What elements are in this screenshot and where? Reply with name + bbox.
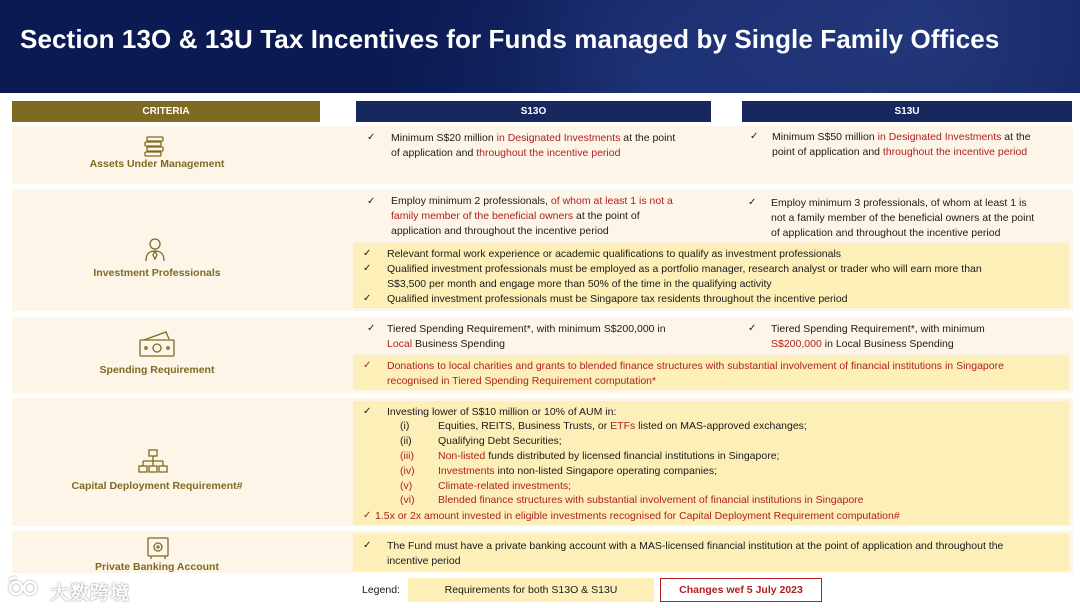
- check-icon: ✓: [748, 197, 757, 208]
- ip-s13u-text: Employ minimum 3 professionals, of whom at least 1 is not a family member of the beneficial owners at the point of application and throughout the incentive period: [771, 197, 1035, 239]
- check-icon: ✓: [367, 132, 376, 143]
- page-title: Section 13O & 13U Tax Incentives for Funds managed by Single Family Offices: [20, 24, 1000, 54]
- check-icon: ✓: [363, 263, 372, 274]
- spend-common-item: Donations to local charities and grants to blended finance structures with substantial involvement of financial institutions in Singapore recognised in Tiered Spending Requirement computation*: [387, 360, 1004, 387]
- title-banner: [0, 0, 1080, 93]
- spend-s13u-text: Tiered Spending Requirement*, with minimum S$200,000 in Local Business Spending: [771, 323, 985, 350]
- aum-s13o-text: Minimum S$20 million in Designated Investments at the point of application and throughout the incentive period: [391, 132, 676, 159]
- check-icon: ✓: [750, 131, 759, 142]
- check-icon: ✓: [367, 323, 376, 334]
- check-icon: ✓: [363, 540, 372, 551]
- s13u-column-header: S13U: [742, 101, 1072, 122]
- legend-both-requirements: Requirements for both S13O & S13U: [408, 578, 654, 602]
- check-icon: ✓: [363, 510, 372, 521]
- legend-label: Legend:: [362, 584, 400, 596]
- capital-intro: Investing lower of S$10 million or 10% of AUM in:: [387, 406, 617, 418]
- check-icon: ✓: [367, 196, 376, 207]
- ip-s13o-text: Employ minimum 2 professionals, of whom at least 1 is not a family member of the beneficial owners at the point of application and throughout the incentive period: [391, 195, 673, 237]
- ip-common-item: Qualified investment professionals must be employed as a portfolio manager, research analyst or trader who will earn more than S$3,500 per month and engage more than 50% of the time in the qualifying activity: [387, 263, 982, 290]
- safe-vault-icon: [146, 536, 170, 560]
- ip-common-item: Qualified investment professionals must be Singapore tax residents throughout the incentive period: [387, 293, 848, 305]
- check-icon: ✓: [748, 323, 757, 334]
- private-banking-label: Private Banking Account: [95, 561, 219, 573]
- professional-person-icon: [142, 236, 168, 262]
- banking-requirement: The Fund must have a private banking account with a MAS-licensed financial institution at the point of application and throughout the incentive period: [387, 540, 1004, 567]
- capital-multiplier: 1.5x or 2x amount invested in eligible investments recognised for Capital Deployment Requirement computation#: [375, 510, 900, 522]
- criteria-column-header: CRITERIA: [12, 101, 320, 122]
- coin-stack-icon: [142, 134, 168, 160]
- watermark-text: 大数跨境: [50, 583, 131, 604]
- spending-requirement-label: Spending Requirement: [99, 364, 215, 376]
- s13o-column-header: S13O: [356, 101, 711, 122]
- capital-deployment-label: Capital Deployment Requirement#: [71, 480, 243, 492]
- check-icon: ✓: [363, 360, 372, 371]
- check-icon: ✓: [363, 406, 372, 417]
- aum-s13u-text: Minimum S$50 million in Designated Investments at the point of application and throughout the incentive period: [772, 131, 1031, 158]
- investment-professionals-label: Investment Professionals: [93, 267, 221, 279]
- spend-s13o-text: Tiered Spending Requirement*, with minimum S$200,000 in Local Business Spending: [387, 323, 666, 350]
- hierarchy-chart-icon: [138, 448, 168, 478]
- check-icon: ✓: [363, 293, 372, 304]
- ip-common-item: Relevant formal work experience or academic qualifications to qualify as investment professionals: [387, 248, 842, 260]
- check-icon: ✓: [363, 248, 372, 259]
- cash-notes-icon: [138, 330, 176, 358]
- aum-label: Assets Under Management: [89, 158, 225, 170]
- legend-changes: Changes wef 5 July 2023: [660, 578, 822, 602]
